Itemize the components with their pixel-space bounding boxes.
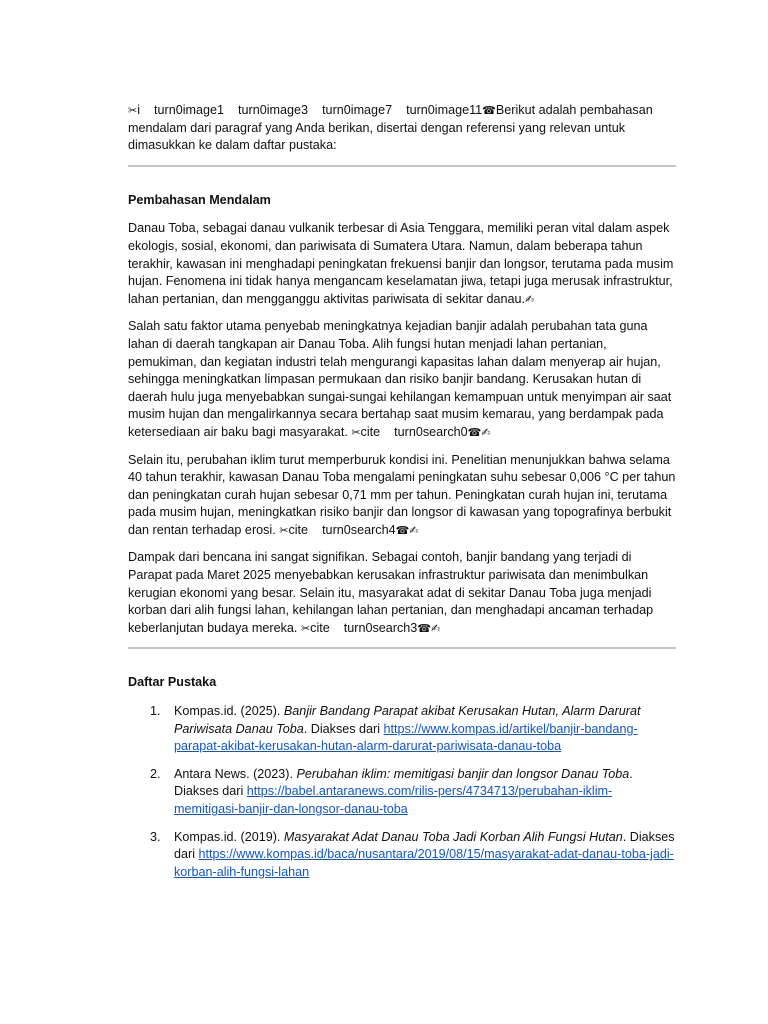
reference-access: . Diakses dari — [303, 721, 384, 736]
reference-link[interactable]: https://babel.antaranews.com/rilis-pers/4734713/perubahan-iklim-memitigasi-banjir-dan-longsor-danau-toba — [174, 784, 613, 816]
reference-link[interactable]: https://www.kompas.id/baca/nusantara/2019/08/15/masyarakat-adat-danau-toba-jadi-korban-alih-fungsi-lahan — [174, 847, 674, 879]
paragraph-text: Selain itu, perubahan iklim turut memperburuk kondisi ini. Penelitian menunjukkan bahwa selama 40 tahun terakhir, kawasan Danau Toba mengalami peningkatan suhu sebesar 0,006 °C per tahun dan peningkatan curah hujan sebesar 0,71 mm per tahun. Peningkatan curah hujan ini, terutama pada musim hujan, meningkatkan risiko banjir dan longsor di kawasan yang topografinya berbukit dan rentan terhadap erosi. — [128, 452, 676, 537]
reference-access: . Diakses dari — [174, 829, 675, 862]
reference-access: . Diakses dari — [174, 766, 633, 799]
discussion-paragraph — [128, 549, 676, 637]
reference-link[interactable]: https://www.kompas.id/artikel/banjir-bandang-parapat-akibat-kerusakan-hutan-alarm-darurat-pariwisata-danau-toba — [174, 721, 638, 754]
reference-item — [128, 766, 676, 819]
discussion-paragraph — [128, 318, 676, 441]
reference-source: Kompas.id. (2019). — [174, 829, 284, 844]
document-page — [128, 102, 676, 891]
cite-label: cite — [288, 522, 309, 537]
reference-number: 1. — [150, 704, 161, 719]
reference-source: Antara News. (2023). — [174, 766, 297, 781]
image-token: turn0image7 — [322, 103, 393, 117]
cite-reference: turn0search3 — [343, 620, 418, 635]
horizontal-divider — [128, 647, 676, 649]
paragraph-text: Danau Toba, sebagai danau vulkanik terbesar di Asia Tenggara, memiliki peran vital dalam aspek ekologis, sosial, ekonomi, dan pariwisata di Sumatera Utara. Namun, dalam beberapa tahun terakhir, kawasan ini menghadapi peningkatan frekuensi banjir dan longsor, terutama pada musim hujan. Fenomena ini tidak hanya mengancam keselamatan jiwa, tetapi juga merusak infrastruktur, lahan pertanian, dan mengganggu aktivitas pariwisata di sekitar danau. — [128, 221, 674, 306]
cite-reference: turn0search0 — [394, 424, 468, 439]
phone-icon: ☎ — [482, 104, 496, 117]
horizontal-divider — [128, 165, 676, 167]
image-token: turn0image11 — [406, 103, 483, 117]
paragraph-text: Salah satu faktor utama penyebab meningkatnya kejadian banjir adalah perubahan tata guna lahan di daerah tangkapan air Danau Toba. Alih fungsi hutan menjadi lahan pertanian, pemukiman, dan kegiatan industri telah mengurangi kapasitas lahan dalam menyerap air hujan, sehingga meningkatkan limpasan permukaan dan risiko banjir bandang. Kerusakan hutan di daerah hulu juga menyebabkan sungai-sungai kehilangan kemampuan untuk menyimpan air saat musim hujan dan mengalirkannya secara bertahap saat musim kemarau, yang berdampak pada ketersediaan air baku bagi masyarakat. — [128, 319, 672, 439]
phone-icon: ☎ — [395, 523, 410, 537]
reference-title: Perubahan iklim: memitigasi banjir dan longsor Danau Toba — [296, 766, 630, 781]
scissors-icon: ✂ — [279, 523, 289, 537]
reference-item — [128, 829, 676, 882]
cite-label: cite — [360, 424, 381, 439]
scissors-icon: ✂ — [351, 425, 361, 439]
reference-title: Banjir Bandang Parapat akibat Kerusakan Hutan, Alarm Darurat Pariwisata Danau Toba — [174, 704, 641, 736]
scissors-icon: ✂ — [128, 104, 138, 117]
discussion-heading: Pembahasan Mendalam — [128, 192, 271, 207]
writing-hand-icon: ✍ — [481, 425, 491, 439]
discussion-paragraph — [128, 220, 676, 308]
reference-number: 2. — [150, 766, 161, 781]
image-token: turn0image3 — [238, 103, 309, 117]
image-token: turn0image1 — [154, 103, 225, 117]
bibliography-heading: Daftar Pustaka — [128, 675, 217, 690]
paragraph-text: Dampak dari bencana ini sangat signifikan. Sebagai contoh, banjir bandang yang terjadi di Parapat pada Maret 2025 menyebabkan kerusakan infrastruktur pariwisata dan menimbulkan kerugian ekonomi yang besar. Selain itu, masyarakat adat di sekitar Danau Toba juga menjadi korban dari alih fungsi lahan, kehilangan lahan pertanian, dan menghadapi ancaman terhadap keberlanjutan budaya mereka. — [128, 550, 654, 635]
writing-hand-icon: ✍ — [430, 621, 441, 635]
phone-icon: ☎ — [467, 425, 482, 439]
phone-icon: ☎ — [417, 621, 431, 635]
intro-paragraph — [128, 102, 676, 155]
cite-label: cite — [310, 620, 330, 635]
scissors-icon: ✂ — [300, 621, 311, 635]
discussion-paragraph — [128, 452, 676, 540]
intro-prefix: i — [137, 103, 141, 117]
reference-source: Kompas.id. (2025). — [174, 704, 284, 719]
reference-title: Masyarakat Adat Danau Toba Jadi Korban Alih Fungsi Hutan — [283, 829, 623, 844]
writing-hand-icon: ✍ — [409, 523, 419, 537]
intro-text: Berikut adalah pembahasan mendalam dari paragraf yang Anda berikan, disertai dengan referensi yang relevan untuk dimasukkan ke dalam daftar pustaka: — [128, 103, 653, 153]
reference-number: 3. — [150, 829, 161, 844]
reference-list — [128, 703, 676, 881]
writing-hand-icon: ✍ — [524, 292, 535, 306]
reference-item — [128, 703, 676, 756]
cite-reference: turn0search4 — [322, 522, 396, 537]
